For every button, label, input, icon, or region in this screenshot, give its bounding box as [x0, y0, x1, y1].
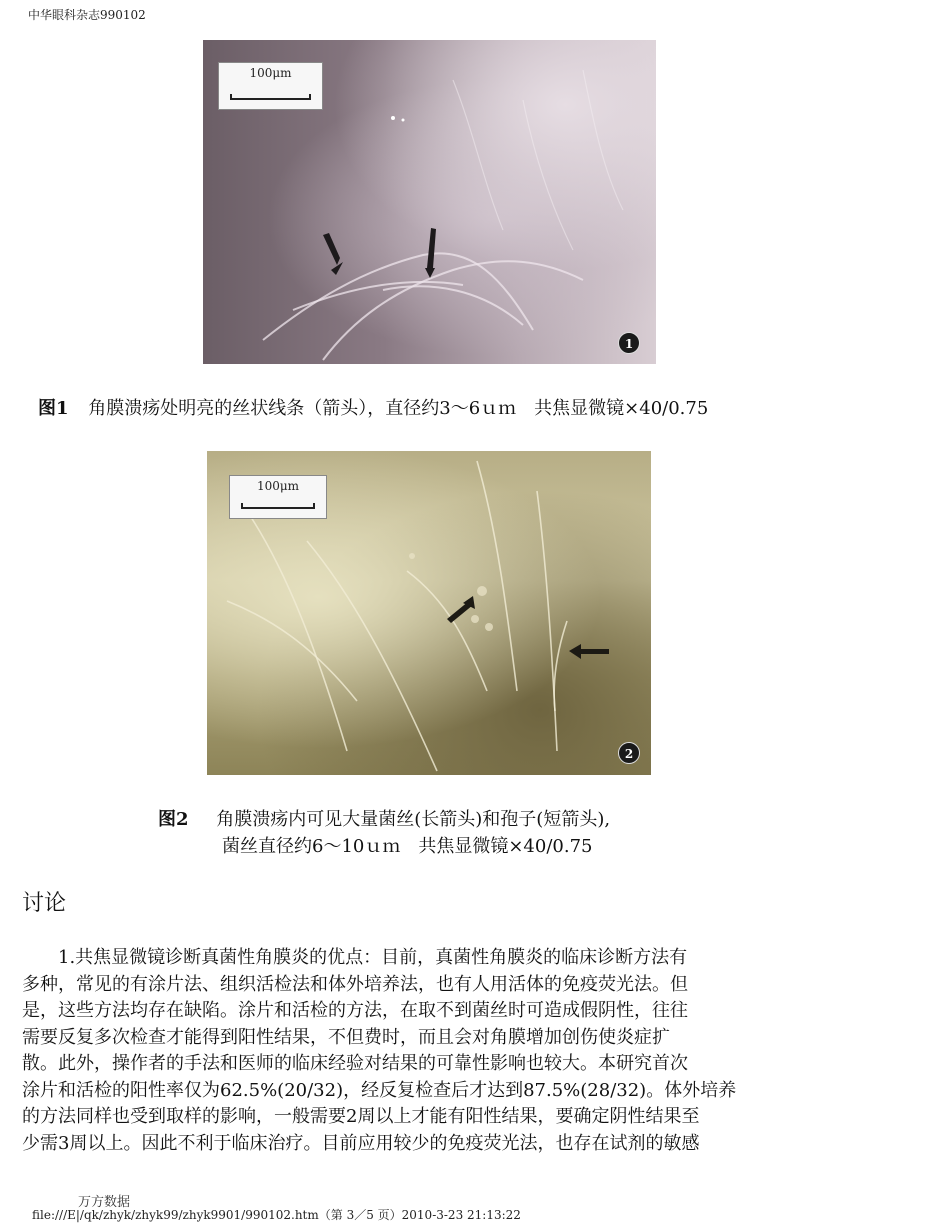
- scale-bar-line: [241, 503, 315, 509]
- discussion-paragraph: [22, 945, 852, 1157]
- paragraph-line: 散。此外，操作者的手法和医师的临床经验对结果的可靠性影响也较大。本研究首次: [22, 1053, 688, 1074]
- figure-1-caption: [38, 394, 708, 420]
- caption-text-line-2: 菌丝直径约6～10ｕｍ 共焦显微镜×40/0.75: [222, 836, 593, 857]
- arrow-icon: [427, 228, 436, 268]
- section-heading: 讨论: [22, 891, 67, 916]
- paragraph-line: 的方法同样也受到取样的影响，一般需要2周以上才能有阳性结果，要确定阴性结果至: [22, 1106, 700, 1127]
- figure-number-badge: 2: [618, 742, 640, 764]
- scale-label: 100μm: [249, 66, 292, 80]
- paragraph-line: 多种，常见的有涂片法、组织活检法和体外培养法，也有人用活体的免疫荧光法。但: [22, 973, 688, 995]
- figure-label: 图1: [38, 398, 69, 419]
- paragraph-line: 1.共焦显微镜诊断真菌性角膜炎的优点：目前，真菌性角膜炎的临床诊断方法有: [22, 947, 688, 968]
- caption-text-line-1: 角膜溃疡内可见大量菌丝(长箭头)和孢子(短箭头),: [216, 809, 611, 830]
- arrow-icon: [323, 233, 340, 265]
- arrow-icon: [579, 649, 609, 654]
- scale-label: 100μm: [256, 479, 300, 493]
- figure-2-caption: [158, 805, 610, 831]
- figure-number-badge: 1: [618, 332, 640, 354]
- watermark: 万方数据: [78, 1195, 131, 1210]
- paragraph-line: 是，这些方法均存在缺陷。涂片和活检的方法，在取不到菌丝时可造成假阴性，往往: [22, 1000, 688, 1021]
- journal-header: 中华眼科杂志990102: [28, 8, 146, 22]
- figure-label: 图2: [158, 809, 189, 830]
- scale-bar-line: [230, 94, 311, 100]
- figure-1-micrograph: [203, 40, 656, 364]
- footer-file-path: file:///E|/qk/zhyk/zhyk99/zhyk9901/990102.htm（第 3／5 页）2010-3-23 21:13:22: [32, 1208, 521, 1222]
- caption-text: 角膜溃疡处明亮的丝状线条（箭头），直径约3～6ｕｍ 共焦显微镜×40/0.75: [88, 398, 709, 419]
- scale-bar: [218, 62, 323, 110]
- figure-2-micrograph: [207, 451, 651, 775]
- paragraph-line: 少需3周以上。因此不利于临床治疗。目前应用较少的免疫荧光法，也存在试剂的敏感: [22, 1132, 700, 1154]
- paragraph-line: 涂片和活检的阳性率仅为62.5%(20/32)，经反复检查后才达到87.5%(28/32)。体外培养: [22, 1079, 737, 1101]
- scale-bar: [229, 475, 327, 519]
- paragraph-line: 需要反复多次检查才能得到阳性结果，不但费时，而且会对角膜增加创伤使炎症扩: [22, 1026, 670, 1048]
